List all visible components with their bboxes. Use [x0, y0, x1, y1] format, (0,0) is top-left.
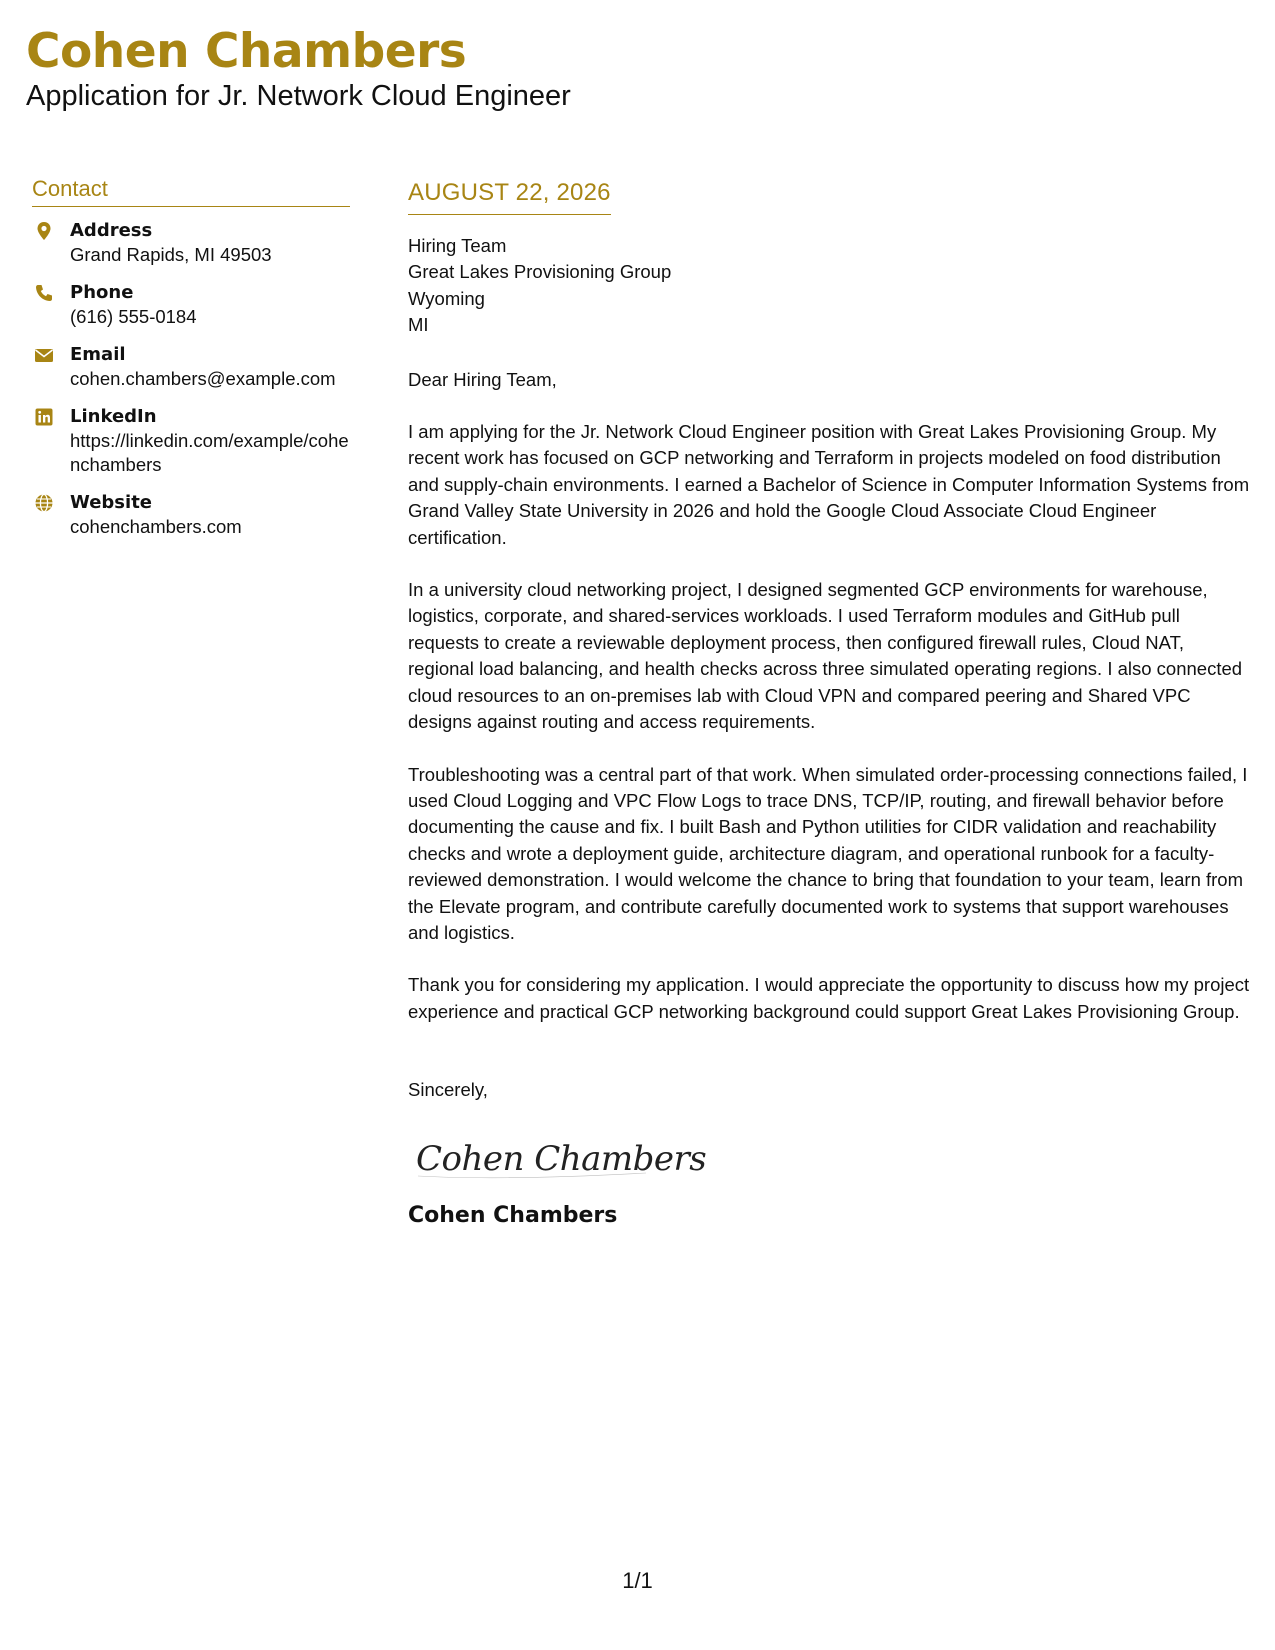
- recipient-block: [408, 233, 1253, 339]
- contact-label: Website: [70, 492, 153, 513]
- recipient-line: Wyoming: [408, 287, 485, 309]
- contact-heading: Contact: [32, 176, 350, 207]
- header: [26, 22, 571, 114]
- closing: Sincerely,: [408, 1079, 488, 1101]
- contact-value: cohen.chambers@example.com: [70, 368, 336, 389]
- location-pin-icon: [34, 221, 54, 241]
- phone-icon: [34, 283, 54, 303]
- signed-name: Cohen Chambers: [408, 1202, 618, 1228]
- letter-body: [408, 178, 1253, 1230]
- contact-item-email: [32, 343, 350, 391]
- handwritten-signature: [414, 1132, 1253, 1188]
- salutation: Dear Hiring Team,: [408, 368, 557, 390]
- svg-text:Cohen Chambers: Cohen Chambers: [416, 1138, 707, 1179]
- page-number: 1/1: [622, 1568, 653, 1593]
- body-paragraph: I am applying for the Jr. Network Cloud Engineer position with Great Lakes Provisioning Group. My recent work has focused on GCP networking and Terraform in projects modeled on food distribution and supply-chain environments. I earned a Bachelor of Science in Computer Information Systems from Grand Valley State University in 2026 and hold the Google Cloud Associate Cloud Engineer certification.: [408, 421, 1250, 548]
- applicant-name: Cohen Chambers: [26, 24, 467, 79]
- contact-item-phone: [32, 281, 350, 329]
- contact-item-website: [32, 491, 350, 539]
- body-paragraph: In a university cloud networking project, I designed segmented GCP environments for warehouse, logistics, corporate, and shared-services workloads. I used Terraform modules and GitHub pull requests to create a reviewable deployment process, then configured firewall rules, Cloud NAT, regional load balancing, and health checks across three simulated operating regions. I also connected cloud resources to an on-premises lab with Cloud VPN and compared peering and Shared VPC designs against routing and access requirements.: [408, 579, 1243, 733]
- globe-icon: [34, 493, 54, 513]
- recipient-line: Hiring Team: [408, 235, 507, 256]
- contact-label: Address: [70, 220, 153, 241]
- contact-item-linkedin: [32, 405, 350, 477]
- contact-value: (616) 555-0184: [70, 306, 197, 327]
- contact-item-address: [32, 219, 350, 267]
- recipient-line: Great Lakes Provisioning Group: [408, 261, 672, 283]
- contact-sidebar: [32, 176, 350, 553]
- contact-label: Phone: [70, 282, 134, 303]
- contact-label: LinkedIn: [70, 406, 157, 427]
- application-title: Application for Jr. Network Cloud Engineer: [26, 80, 571, 112]
- letter-date: AUGUST 22, 2026: [408, 179, 611, 206]
- recipient-line: MI: [408, 314, 429, 336]
- linkedin-icon: [34, 407, 54, 427]
- contact-value[interactable]: cohenchambers.com: [70, 516, 242, 537]
- date-block: [408, 178, 611, 215]
- contact-value[interactable]: https://linkedin.com/example/cohenchambers: [70, 430, 349, 475]
- body-paragraph: Thank you for considering my application. I would appreciate the opportunity to discuss how my project experience and practical GCP networking background could support Great Lakes Provisioning Group.: [408, 974, 1250, 1022]
- body-paragraph: Troubleshooting was a central part of that work. When simulated order-processing connections failed, I used Cloud Logging and VPC Flow Logs to trace DNS, TCP/IP, routing, and firewall behavior before documenting the cause and fix. I built Bash and Python utilities for CIDR validation and reachability checks and wrote a deployment guide, architecture diagram, and operational runbook for a faculty-reviewed demonstration. I would welcome the chance to bring that foundation to your team, learn from the Elevate program, and contribute carefully documented work to systems that support warehouses and logistics.: [408, 763, 1248, 943]
- contact-value: Grand Rapids, MI 49503: [70, 244, 272, 265]
- envelope-icon: [34, 345, 54, 365]
- contact-label: Email: [70, 344, 126, 365]
- contact-list: [32, 219, 350, 539]
